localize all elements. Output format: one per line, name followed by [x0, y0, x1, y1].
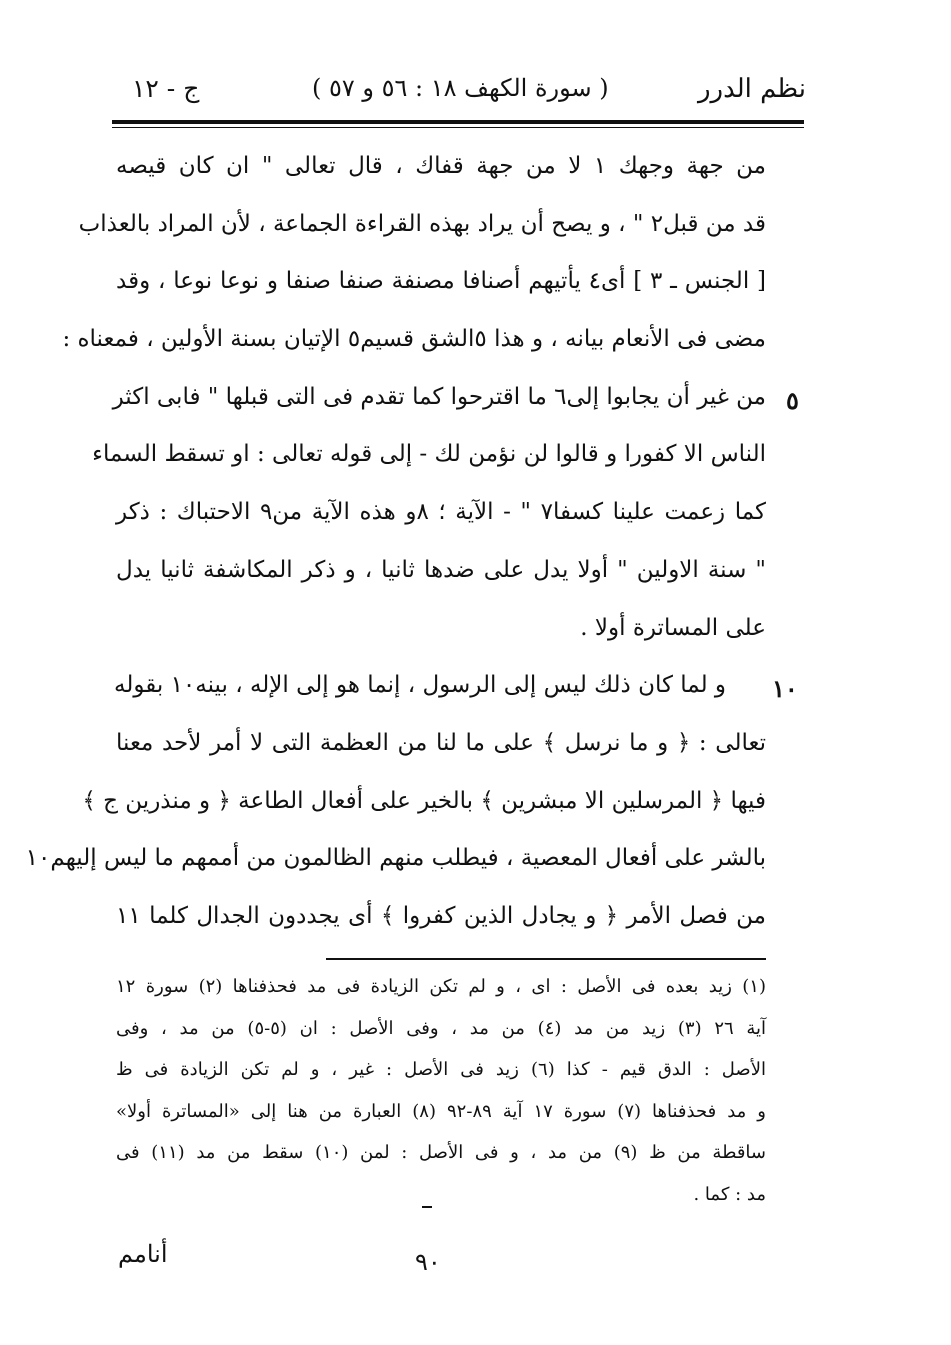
footnote-line: الأصل : الدق قيم - كذا (٦) زيد فى الأصل : غير ، و لم تكن الزيادة فى ظ — [116, 1059, 766, 1080]
text-line: كما زعمت علينا كسفا٧ " - الآية ؛ ٨و هذه الآية من٩ الاحتباك : ذكر — [116, 499, 766, 526]
text-line: فيها ﴿ المرسلين الا مبشرين ﴾ بالخير على أفعال الطاعة ﴿ و منذرين ج ﴾ — [82, 787, 766, 814]
text-line: [ الجنس ـ ٣ ] أى٤ يأتيهم أصنافا مصنفة صنفا صنفا و نوعا نوعا ، وقد — [116, 268, 766, 295]
header-rule-thin — [112, 127, 804, 128]
text-line: و لما كان ذلك ليس إلى الرسول ، إنما هو إلى الإله ، بينه١٠ بقوله — [113, 672, 726, 699]
margin-line-number-10: ١٠ — [772, 674, 798, 703]
book-title: نظم الدرر — [697, 74, 806, 104]
footnote-line: آية ٢٦ (٣) زيد من مد (٤) من مد ، وفى الأصل : ان (٥-٥) من مد ، وفى — [116, 1017, 767, 1039]
catchword: أنامم — [118, 1240, 168, 1268]
footnote-line: مد : كما . — [693, 1183, 766, 1205]
page-mark — [422, 1206, 432, 1208]
page-number: ٩٠ — [415, 1248, 441, 1276]
volume-number: ج - ١٢ — [132, 74, 200, 103]
main-text — [25, 138, 766, 946]
footnotes — [116, 966, 766, 1215]
text-line: على المساترة أولا . — [580, 614, 766, 641]
text-line: تعالى : ﴿ و ما نرسل ﴾ على ما لنا من العظمة التى لا أمر لأحد معنا — [116, 729, 766, 756]
running-header — [112, 60, 806, 110]
text-line: من فصل الأمر ﴿ و يجادل الذين كفروا ﴾ أى يجددون الجدال كلما ١١ — [116, 902, 766, 929]
text-line: بالشر على أفعال المعصية ، فيطلب منهم الظالمون من أممهم ما ليس إليهم١٠ — [25, 845, 766, 872]
text-line: من غير أن يجابوا إلى٦ ما اقترحوا كما تقدم فى التى قبلها " فابى اكثر — [112, 383, 766, 410]
text-line: من جهة وجهك ١ لا من جهة قفاك ، قال تعالى " ان كان قيصه — [116, 153, 766, 179]
text-line: قد من قبل٢ " ، و يصح أن يراد بهذه القراءة الجماعة ، لأن المراد بالعذاب — [78, 210, 766, 237]
footnote-line: ساقطة من ظ (٩) من مد ، و فى الأصل : لمن (١٠) سقط من مد (١١) فى — [116, 1142, 766, 1163]
footnote-separator — [326, 958, 766, 960]
header-rule-thick — [112, 120, 804, 124]
surah-reference: ( سورة الكهف ١٨ : ٥٦ و ٥٧ ) — [312, 74, 609, 102]
text-line: " سنة الاولين " أولا يدل على ضدها ثانيا ، و ذكر المكاشفة ثانيا يدل — [116, 556, 766, 583]
footnote-line: (١) زيد بعده فى الأصل : اى ، و لم تكن الزيادة فى مد فحذفناها (٢) سورة ١٢ — [116, 976, 766, 997]
text-line: الناس الا كفورا و قالوا لن نؤمن لك - إلى قوله تعالى : او تسقط السماء — [92, 441, 766, 468]
text-line: مضى فى الأنعام بيانه ، و هذا ٥الشق قسيم٥ الإتيان بسنة الأولين ، فمعناه : — [62, 326, 766, 353]
margin-line-number-5: ٥ — [786, 386, 799, 415]
footnote-line: و مد فحذفناها (٧) سورة ١٧ آية ٨٩-٩٢ (٨) العبارة من هنا إلى «المساترة أولا» — [116, 1100, 767, 1122]
